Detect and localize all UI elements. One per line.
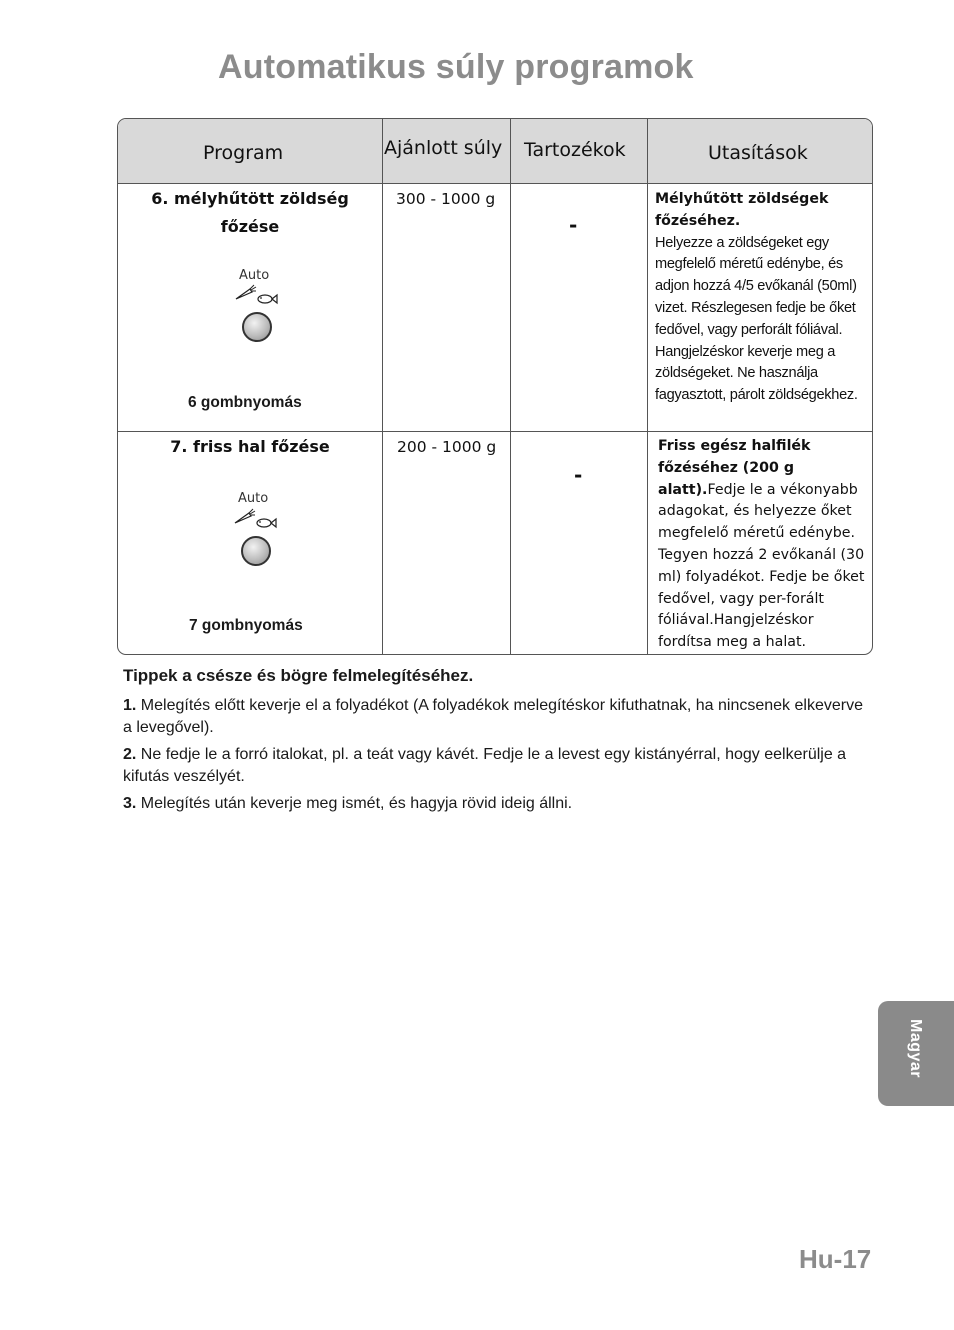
accessory-value: - xyxy=(569,213,578,237)
tip-text: Melegítés előtt keverje el a folyadékot (A folyadékok melegítéskor kifuthatnak, ha nincsenek elkeverve a levegővel). xyxy=(123,697,863,736)
program-name-line: 6. mélyhűtött zöldség xyxy=(151,189,349,208)
tips-title: Tippek a csésze és bögre felmelegítéséhez. xyxy=(123,666,474,685)
column-divider xyxy=(647,119,648,654)
vegetable-fish-icon xyxy=(234,283,278,305)
column-divider xyxy=(510,119,511,654)
tip-item xyxy=(123,695,863,739)
auto-weight-button[interactable] xyxy=(241,536,271,566)
instructions-text: Fedje le a vékonyabb adagokat, és helyezze őket megfelelő méretű edénybe. Tegyen hozzá 2 evőkanál (30 ml) folyadékot. Fedje be őket fedővel, vagy per-forált fóliával.Hangjelzéskor fordítsa meg a halat. xyxy=(658,481,865,651)
program-name: 7. friss hal főzése xyxy=(170,437,330,456)
auto-label: Auto xyxy=(239,268,270,283)
header-weight: Ajánlott súly xyxy=(384,137,503,159)
recommended-weight: 300 - 1000 g xyxy=(396,190,496,208)
tip-number: 1. xyxy=(123,697,137,714)
header-accessories: Tartozékok xyxy=(524,139,626,161)
instructions-heading: főzéséhez (200 g xyxy=(658,459,794,476)
tip-text: Melegítés után keverje meg ismét, és hagyja rövid ideig állni. xyxy=(140,795,573,812)
page-title: Automatikus súly programok xyxy=(218,48,694,86)
instructions xyxy=(655,189,869,407)
instructions-heading: főzéséhez. xyxy=(655,212,741,229)
row-divider xyxy=(118,431,872,432)
header-instructions: Utasítások xyxy=(708,142,808,164)
recommended-weight: 200 - 1000 g xyxy=(397,438,497,456)
press-count: 7 gombnyomás xyxy=(189,617,303,634)
instructions-heading: Friss egész halfilék xyxy=(658,438,811,454)
header-program: Program xyxy=(203,142,284,164)
accessory-value: - xyxy=(574,463,583,487)
program-name xyxy=(118,185,382,241)
instructions-heading: Mélyhűtött zöldségek xyxy=(655,191,829,207)
column-divider xyxy=(382,119,383,654)
tip-text: Ne fedje le a forró italokat, pl. a teát vagy kávét. Fedje le a levest egy kistányérral, hogy eelkerülje a kifutás veszélyét. xyxy=(123,746,847,785)
page-number: Hu-17 xyxy=(799,1244,872,1274)
program-table xyxy=(117,118,873,655)
tip-number: 3. xyxy=(123,795,137,812)
language-tab xyxy=(878,1001,954,1106)
program-name-line: főzése xyxy=(220,217,280,236)
vegetable-fish-icon xyxy=(233,507,277,529)
auto-label: Auto xyxy=(238,491,269,506)
instructions-heading: alatt). xyxy=(658,481,708,498)
instructions xyxy=(658,436,870,654)
press-count: 6 gombnyomás xyxy=(188,394,302,411)
tip-item xyxy=(123,793,863,815)
language-tab-label: Magyar xyxy=(907,1019,924,1079)
tip-number: 2. xyxy=(123,746,137,763)
instructions-text: Helyezze a zöldségeket egy megfelelő méretű edénybe, és adjon hozzá 4/5 evőkanál (50ml) vizet. Részlegesen fedje be őket fedővel, vagy perforált fóliával. Hangjelzéskor keverje meg a zöldségeket. Ne használja fagyasztott, párolt zöldségekhez. xyxy=(655,234,858,404)
auto-weight-button[interactable] xyxy=(242,312,272,342)
tip-item xyxy=(123,744,863,788)
